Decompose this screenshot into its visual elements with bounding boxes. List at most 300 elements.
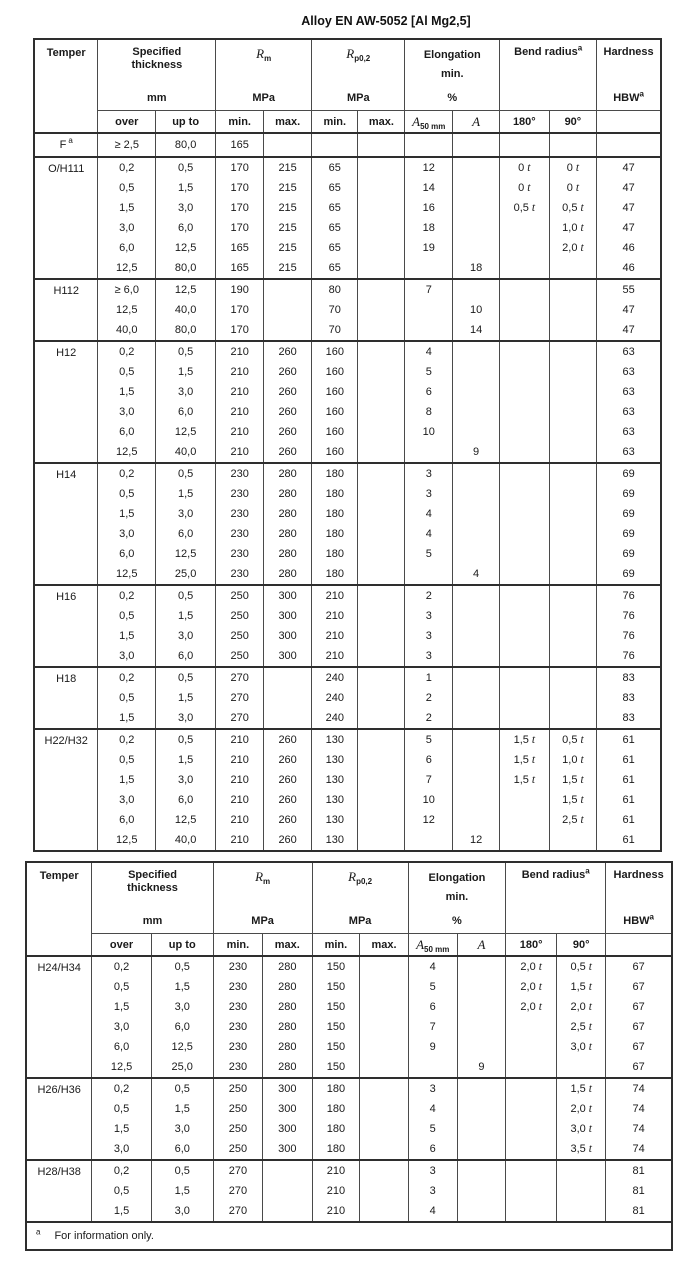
value-cell: 6 — [405, 750, 453, 770]
value-cell: 3,0 — [151, 997, 213, 1017]
value-cell — [405, 133, 453, 157]
value-cell: 0,5 — [156, 463, 216, 484]
value-cell — [549, 382, 597, 402]
table-row — [34, 133, 661, 157]
value-cell: 260 — [264, 382, 312, 402]
value-cell — [358, 646, 405, 667]
value-cell — [506, 1037, 557, 1057]
footnote-text: $^a$ For information only. — [26, 1222, 672, 1250]
value-cell: 3 — [408, 1160, 457, 1181]
value-cell — [500, 382, 550, 402]
subcol-a — [453, 111, 500, 134]
value-cell — [549, 646, 597, 667]
value-cell: 165 — [216, 238, 264, 258]
subcol-over: over — [98, 111, 156, 134]
temper-cell: H26/H36 — [26, 1078, 92, 1160]
value-cell: 170 — [216, 218, 264, 238]
subcol-rm-min: min. — [216, 111, 264, 134]
value-cell — [500, 708, 550, 729]
value-cell — [506, 1139, 557, 1160]
col-hardness — [597, 39, 661, 111]
value-cell — [506, 1160, 557, 1181]
value-cell — [457, 1181, 505, 1201]
page-title: Alloy EN AW-5052 [Al Mg2,5] — [301, 14, 471, 28]
col-rp02 — [312, 862, 408, 934]
table-row — [34, 157, 661, 178]
value-cell: 210 — [216, 750, 264, 770]
value-cell: 3,0 — [98, 218, 156, 238]
col-elongation — [408, 862, 505, 934]
value-cell: 1,5 — [151, 1181, 213, 1201]
thickness-line2: thickness — [127, 882, 178, 895]
value-cell: 0,5 — [92, 1099, 151, 1119]
value-cell: 0,5 — [156, 667, 216, 688]
value-cell: 150 — [312, 997, 360, 1017]
rp-symbol: R — [348, 869, 357, 884]
value-cell: 260 — [264, 442, 312, 463]
value-cell: ≥ 6,0 — [98, 279, 156, 300]
subcol-upto: up to — [151, 934, 213, 957]
value-cell: 300 — [264, 626, 312, 646]
value-cell: 0,5 — [156, 585, 216, 606]
value-cell: 25,0 — [156, 564, 216, 585]
value-cell — [453, 585, 500, 606]
value-cell: 1,5 — [92, 1119, 151, 1139]
table-row — [34, 564, 661, 585]
value-cell — [263, 1160, 312, 1181]
table-row — [26, 1119, 672, 1139]
value-cell: 19 — [405, 238, 453, 258]
value-cell: 260 — [264, 770, 312, 790]
value-cell: 280 — [264, 544, 312, 564]
value-cell: 215 — [264, 238, 312, 258]
table-body — [34, 133, 661, 851]
value-cell: 3,0 — [156, 382, 216, 402]
value-cell — [360, 1017, 408, 1037]
value-cell: 18 — [453, 258, 500, 279]
value-cell: 280 — [263, 956, 312, 977]
value-cell: 65 — [312, 218, 358, 238]
value-cell: 70 — [312, 320, 358, 341]
value-cell: 2 — [405, 688, 453, 708]
table-row — [34, 178, 661, 198]
value-cell — [360, 1078, 408, 1099]
value-cell: 170 — [216, 320, 264, 341]
value-cell — [549, 484, 597, 504]
table-row — [34, 770, 661, 790]
value-cell — [358, 300, 405, 320]
value-cell — [457, 1017, 505, 1037]
value-cell — [549, 688, 597, 708]
value-cell — [264, 133, 312, 157]
value-cell — [453, 157, 500, 178]
value-cell: 3,5 t — [557, 1139, 606, 1160]
value-cell: ≥ 2,5 — [98, 133, 156, 157]
value-cell: 170 — [216, 300, 264, 320]
value-cell — [500, 790, 550, 810]
value-cell — [506, 1017, 557, 1037]
value-cell — [358, 463, 405, 484]
value-cell: 0,5 t — [549, 729, 597, 750]
value-cell: 215 — [264, 157, 312, 178]
subcol-180deg: 180° — [500, 111, 550, 134]
table-row — [34, 382, 661, 402]
value-cell — [360, 956, 408, 977]
elongation-line1: Elongation — [428, 872, 486, 884]
value-cell — [358, 402, 405, 422]
bend-radius-label: Bend radius — [514, 46, 578, 58]
rm-subscript: m — [264, 54, 272, 64]
value-cell — [358, 484, 405, 504]
table-row — [34, 750, 661, 770]
value-cell — [453, 688, 500, 708]
value-cell — [500, 504, 550, 524]
value-cell: 210 — [216, 830, 264, 851]
value-cell: 0,5 — [156, 729, 216, 750]
value-cell: 260 — [264, 362, 312, 382]
table-row — [34, 708, 661, 729]
value-cell — [506, 1119, 557, 1139]
value-cell — [453, 133, 500, 157]
col-hardness — [606, 862, 672, 934]
value-cell — [500, 300, 550, 320]
value-cell: 4 — [405, 341, 453, 362]
value-cell — [549, 463, 597, 484]
value-cell: 6,0 — [156, 402, 216, 422]
value-cell — [557, 1160, 606, 1181]
footnote-row — [26, 1222, 672, 1250]
value-cell — [500, 484, 550, 504]
value-cell: 16 — [405, 198, 453, 218]
value-cell: 63 — [597, 362, 661, 382]
value-cell: 0,5 — [98, 362, 156, 382]
value-cell — [557, 1201, 606, 1222]
value-cell — [500, 133, 550, 157]
value-cell: 10 — [405, 790, 453, 810]
value-cell — [360, 1181, 408, 1201]
value-cell: 12 — [405, 810, 453, 830]
value-cell: 12,5 — [156, 238, 216, 258]
value-cell: 83 — [597, 708, 661, 729]
table-row — [26, 956, 672, 977]
value-cell: 1,5 — [98, 626, 156, 646]
value-cell: 3,0 — [151, 1201, 213, 1222]
value-cell: 3,0 — [156, 626, 216, 646]
value-cell: 7 — [405, 279, 453, 300]
value-cell: 81 — [606, 1201, 672, 1222]
value-cell: 1,5 t — [500, 750, 550, 770]
subcol-rp-min: min. — [312, 111, 358, 134]
value-cell: 67 — [606, 997, 672, 1017]
value-cell: 61 — [597, 750, 661, 770]
value-cell: 6,0 — [98, 422, 156, 442]
value-cell: 260 — [264, 830, 312, 851]
subcol-rp-max: max. — [360, 934, 408, 957]
value-cell — [457, 956, 505, 977]
value-cell — [500, 810, 550, 830]
value-cell: 210 — [312, 646, 358, 667]
temper-cell: H18 — [34, 667, 98, 729]
value-cell: 67 — [606, 1017, 672, 1037]
table-row — [26, 1037, 672, 1057]
value-cell: 4 — [408, 956, 457, 977]
value-cell: 6,0 — [156, 646, 216, 667]
value-cell: 1,5 t — [549, 770, 597, 790]
value-cell: 5 — [405, 362, 453, 382]
value-cell: 6 — [405, 382, 453, 402]
value-cell: 61 — [597, 830, 661, 851]
value-cell — [457, 1078, 505, 1099]
value-cell: 4 — [405, 524, 453, 544]
value-cell — [405, 258, 453, 279]
value-cell — [264, 279, 312, 300]
value-cell: 180 — [312, 524, 358, 544]
value-cell: 3,0 — [98, 524, 156, 544]
value-cell — [500, 564, 550, 585]
value-cell: 61 — [597, 790, 661, 810]
value-cell — [506, 1057, 557, 1078]
table-row — [26, 1201, 672, 1222]
value-cell: 0,2 — [92, 1078, 151, 1099]
value-cell: 165 — [216, 133, 264, 157]
value-cell — [405, 300, 453, 320]
value-cell: 230 — [216, 524, 264, 544]
value-cell: 69 — [597, 524, 661, 544]
value-cell — [405, 442, 453, 463]
value-cell: 65 — [312, 198, 358, 218]
table-row — [26, 1057, 672, 1078]
table-row — [34, 300, 661, 320]
value-cell: 0,5 — [92, 1181, 151, 1201]
value-cell: 150 — [312, 1057, 360, 1078]
value-cell: 6,0 — [156, 218, 216, 238]
value-cell: 230 — [213, 977, 262, 997]
value-cell — [358, 422, 405, 442]
value-cell: 210 — [216, 790, 264, 810]
value-cell — [500, 606, 550, 626]
value-cell: 5 — [405, 544, 453, 564]
value-cell: 12,5 — [98, 258, 156, 279]
value-cell: 1,5 t — [557, 977, 606, 997]
value-cell — [358, 258, 405, 279]
value-cell: 260 — [264, 790, 312, 810]
value-cell: 280 — [264, 463, 312, 484]
value-cell: 0,2 — [98, 157, 156, 178]
value-cell: 3 — [408, 1078, 457, 1099]
hbw-footnote-mark: a — [639, 89, 644, 99]
value-cell: 0 t — [500, 178, 550, 198]
value-cell — [405, 564, 453, 585]
value-cell: 130 — [312, 810, 358, 830]
value-cell: 74 — [606, 1119, 672, 1139]
value-cell — [500, 341, 550, 362]
value-cell — [358, 504, 405, 524]
value-cell — [360, 1139, 408, 1160]
value-cell: 0,5 — [151, 1160, 213, 1181]
value-cell: 3 — [405, 606, 453, 626]
value-cell: 7 — [408, 1017, 457, 1037]
value-cell: 12,5 — [98, 830, 156, 851]
value-cell: 0,2 — [98, 585, 156, 606]
value-cell: 215 — [264, 218, 312, 238]
value-cell: 270 — [213, 1201, 262, 1222]
value-cell: 210 — [312, 626, 358, 646]
spec-table-1 — [33, 38, 662, 852]
unit-mm: mm — [142, 915, 163, 927]
value-cell: 300 — [264, 646, 312, 667]
value-cell: 65 — [312, 258, 358, 279]
value-cell: 0,5 — [98, 484, 156, 504]
value-cell — [358, 341, 405, 362]
value-cell: 65 — [312, 238, 358, 258]
table-row — [34, 646, 661, 667]
value-cell: 14 — [453, 320, 500, 341]
value-cell: 180 — [312, 1078, 360, 1099]
value-cell — [506, 1201, 557, 1222]
elongation-line2: min. — [445, 891, 469, 904]
value-cell — [453, 790, 500, 810]
bend-radius-footnote-mark: a — [577, 43, 583, 53]
table-row — [34, 544, 661, 564]
value-cell — [358, 626, 405, 646]
value-cell: 0,5 — [98, 688, 156, 708]
value-cell: 3,0 — [156, 708, 216, 729]
value-cell — [360, 997, 408, 1017]
value-cell — [358, 688, 405, 708]
hardness-label: Hardness — [603, 46, 654, 58]
table-row — [26, 977, 672, 997]
value-cell: 6,0 — [151, 1017, 213, 1037]
value-cell — [500, 402, 550, 422]
value-cell — [500, 362, 550, 382]
value-cell: 14 — [405, 178, 453, 198]
value-cell: 130 — [312, 790, 358, 810]
table-row — [34, 402, 661, 422]
value-cell: 0 t — [549, 157, 597, 178]
value-cell — [500, 626, 550, 646]
value-cell — [453, 422, 500, 442]
value-cell: 80,0 — [156, 258, 216, 279]
value-cell: 1,5 — [98, 504, 156, 524]
value-cell — [453, 729, 500, 750]
value-cell — [358, 279, 405, 300]
value-cell — [360, 1119, 408, 1139]
value-cell: 10 — [453, 300, 500, 320]
value-cell: 12 — [453, 830, 500, 851]
value-cell: 0,5 — [98, 178, 156, 198]
temper-cell: O/H111 — [34, 157, 98, 279]
value-cell — [358, 729, 405, 750]
value-cell: 4 — [408, 1201, 457, 1222]
value-cell — [358, 667, 405, 688]
value-cell: 210 — [312, 1160, 360, 1181]
value-cell: 9 — [453, 442, 500, 463]
col-rm — [213, 862, 312, 934]
value-cell — [557, 1057, 606, 1078]
value-cell: 230 — [216, 484, 264, 504]
value-cell — [358, 157, 405, 178]
value-cell: 250 — [216, 606, 264, 626]
value-cell: 1,0 t — [549, 218, 597, 238]
value-cell: 1,5 — [92, 997, 151, 1017]
value-cell — [549, 402, 597, 422]
table-row — [34, 362, 661, 382]
value-cell: 210 — [216, 442, 264, 463]
value-cell — [557, 1181, 606, 1201]
value-cell: 1,5 — [98, 382, 156, 402]
value-cell: 230 — [216, 564, 264, 585]
value-cell — [405, 320, 453, 341]
col-bend-radius — [506, 862, 606, 934]
value-cell — [549, 504, 597, 524]
value-cell: 230 — [213, 1037, 262, 1057]
value-cell: 4 — [405, 504, 453, 524]
value-cell: 130 — [312, 770, 358, 790]
value-cell — [500, 646, 550, 667]
subcol-a50 — [405, 111, 453, 134]
value-cell: 215 — [264, 198, 312, 218]
value-cell: 1,5 — [98, 770, 156, 790]
value-cell: 180 — [312, 564, 358, 585]
value-cell — [453, 606, 500, 626]
table-row — [26, 1099, 672, 1119]
value-cell: 8 — [405, 402, 453, 422]
value-cell: 63 — [597, 382, 661, 402]
unit-mpa: MPa — [348, 915, 372, 927]
value-cell: 190 — [216, 279, 264, 300]
a50-subscript: 50 mm — [424, 944, 450, 954]
value-cell — [500, 830, 550, 851]
a-symbol: A — [477, 936, 486, 952]
value-cell — [358, 238, 405, 258]
value-cell: 150 — [312, 1037, 360, 1057]
value-cell: 3,0 — [151, 1119, 213, 1139]
value-cell — [358, 544, 405, 564]
value-cell: 280 — [263, 977, 312, 997]
value-cell: 76 — [597, 626, 661, 646]
temper-cell: H24/H34 — [26, 956, 92, 1078]
value-cell: 180 — [312, 1139, 360, 1160]
unit-percent: % — [452, 915, 462, 927]
value-cell: 74 — [606, 1099, 672, 1119]
value-cell — [360, 1160, 408, 1181]
table-row — [34, 729, 661, 750]
value-cell: 210 — [216, 382, 264, 402]
value-cell — [453, 198, 500, 218]
value-cell: 230 — [216, 504, 264, 524]
value-cell — [500, 279, 550, 300]
value-cell: 67 — [606, 977, 672, 997]
value-cell: 300 — [263, 1119, 312, 1139]
value-cell: 6,0 — [92, 1037, 151, 1057]
table-row — [34, 667, 661, 688]
value-cell: 240 — [312, 667, 358, 688]
subcol-rp-min: min. — [312, 934, 360, 957]
value-cell: 3 — [405, 463, 453, 484]
value-cell: 0,5 — [156, 341, 216, 362]
subcol-90deg: 90° — [557, 934, 606, 957]
value-cell: 1,5 — [98, 198, 156, 218]
value-cell: 40,0 — [156, 442, 216, 463]
subcol-upto: up to — [156, 111, 216, 134]
temper-cell: H14 — [34, 463, 98, 585]
a50-subscript: 50 mm — [420, 121, 446, 131]
thickness-line1: Specified — [128, 869, 177, 881]
table-row — [34, 198, 661, 218]
value-cell: 180 — [312, 1099, 360, 1119]
value-cell — [549, 258, 597, 279]
value-cell: 2,0 t — [506, 997, 557, 1017]
